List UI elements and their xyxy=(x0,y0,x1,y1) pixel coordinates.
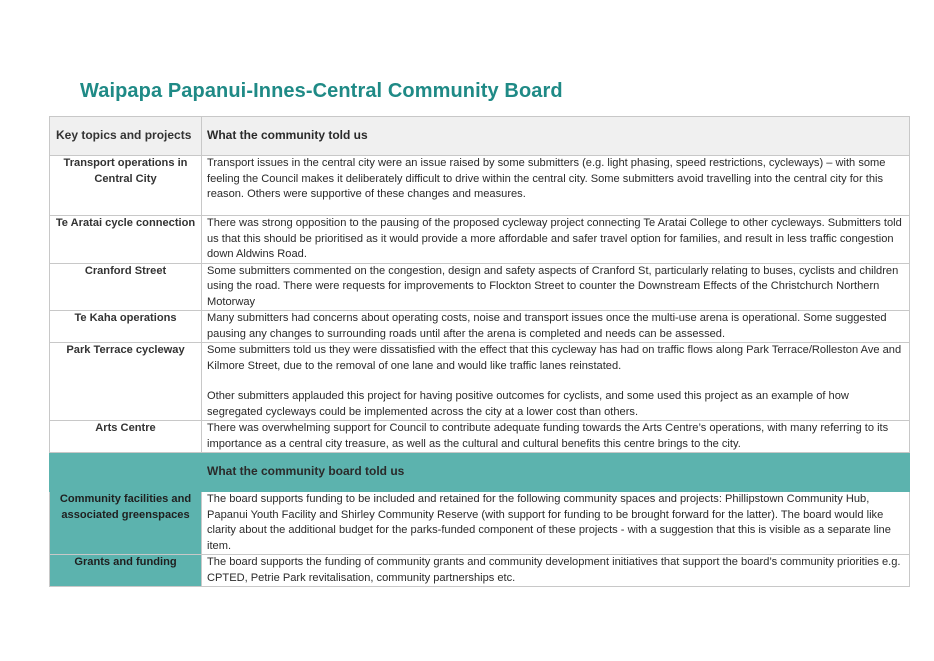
table-header-row xyxy=(50,117,910,156)
row-topic: Grants and funding xyxy=(50,555,202,587)
header-community-told: What the community told us xyxy=(202,117,910,156)
row-topic: Cranford Street xyxy=(50,263,202,311)
header-key-topics: Key topics and projects xyxy=(50,117,202,156)
row-topic: Transport operations in Central City xyxy=(50,156,202,216)
table-row xyxy=(50,263,910,311)
row-text: There was overwhelming support for Council to contribute adequate funding towards the Arts Centre’s operations, with many referring to its importance as a central city treasure, as well as the cultural and cultural benefits this centre brings to the city. xyxy=(202,421,910,453)
feedback-table xyxy=(49,116,910,587)
section-blank-cell xyxy=(50,453,202,492)
row-text: Some submitters told us they were dissatisfied with the effect that this cycleway has had on traffic flows along Park Terrace/Rolleston Ave and Kilmore Street, due to the removal of one lane and would like traffic lanes reinstated. xyxy=(207,344,902,372)
paragraph-gap xyxy=(207,374,904,389)
board-section-heading: What the community board told us xyxy=(202,453,910,492)
row-topic: Te Aratai cycle connection xyxy=(50,216,202,264)
table-row xyxy=(50,216,910,264)
table-row xyxy=(50,421,910,453)
row-topic: Arts Centre xyxy=(50,421,202,453)
table-row xyxy=(50,343,910,421)
row-text: Many submitters had concerns about operating costs, noise and transport issues once the multi-use arena is operational. Some suggested pausing any changes to surrounding roads until after the arena is completed and needs can be assessed. xyxy=(202,311,910,343)
row-text: The board supports the funding of community grants and community development initiatives that support the board’s community priorities e.g. CPTED, Petrie Park revitalisation, community partnerships etc. xyxy=(202,555,910,587)
row-text: Transport issues in the central city were an issue raised by some submitters (e.g. light phasing, speed restrictions, cycleways) – with some feeling the Council makes it deliberately difficult to drive within the central city. Some submitters avoid travelling into the central city for this reason. Others were supportive of these changes and measures. xyxy=(202,156,910,216)
board-section-header-row xyxy=(50,453,910,492)
row-text-2: Other submitters applauded this project for having positive outcomes for cyclists, and some used this project as an example of how segregated cycleways could be implemented across the city at a lower cost than others. xyxy=(207,390,849,418)
row-text: The board supports funding to be included and retained for the following community spaces and projects: Phillipstown Community Hub, Papanui Youth Facility and Shirley Community Reserve (with support for funding to be brought forward for the latter). The board would like clarity about the additional budget for the parks-funded component of these projects - with a suggestion that this is visible as a separate line item. xyxy=(202,492,910,555)
table-row xyxy=(50,555,910,587)
row-topic: Park Terrace cycleway xyxy=(50,343,202,421)
row-topic: Te Kaha operations xyxy=(50,311,202,343)
row-text: Some submitters commented on the congestion, design and safety aspects of Cranford St, particularly relating to buses, cyclists and children using the road. There were requests for improvements to Flockton Street to counter the Downstream Effects of the Christchurch Northern Motorway xyxy=(202,263,910,311)
row-topic: Community facilities and associated greenspaces xyxy=(50,492,202,555)
table-row xyxy=(50,156,910,216)
table-row xyxy=(50,311,910,343)
table-row xyxy=(50,492,910,555)
row-text: There was strong opposition to the pausing of the proposed cycleway project connecting Te Aratai College to other cycleways. Submitters told us that this should be prioritised as it would provide a more affordable and safer travel option for families, and result in less traffic congestion down Aldwins Road. xyxy=(202,216,910,264)
page-title: Waipapa Papanui-Innes-Central Community Board xyxy=(80,80,563,102)
row-text-block xyxy=(202,343,910,421)
